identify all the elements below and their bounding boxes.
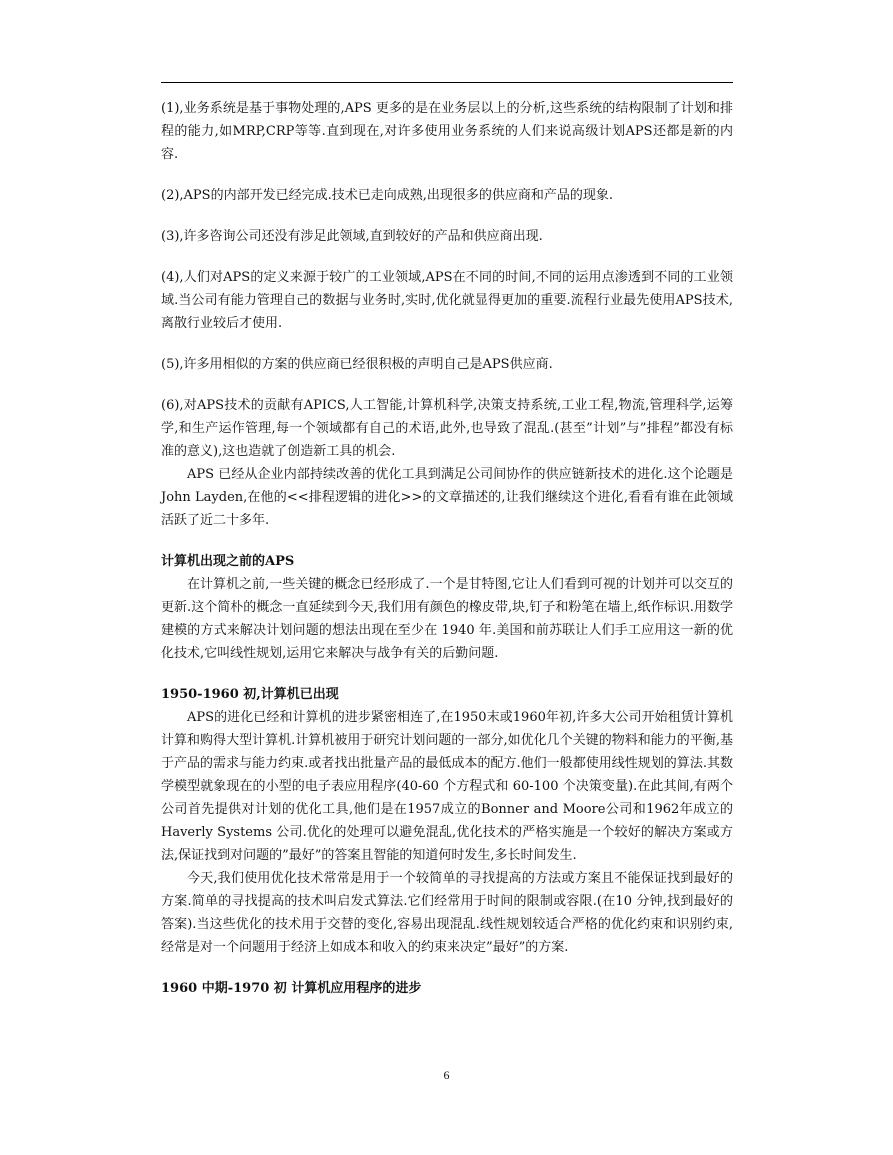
paragraph-4: (4),人们对APS的定义来源于较广的工业领域,APS在不同的时间,不同的运用点渗透到不同的工业领域.当公司有能力管理自己的数据与业务时,实时,优化就显得更加的重要.流程行业最先使用APS技术,离散行业较后才使用. bbox=[161, 270, 733, 331]
paragraph-2: (2),APS的内部开发已经完成.技术已走向成熟,出现很多的供应商和产品的现象. bbox=[161, 188, 613, 203]
section-body-pre-computer: 在计算机之前,一些关键的概念已经形成了.一个是甘特图,它让人们看到可视的计划并可以交互的更新.这个简朴的概念一直延续到今天,我们用有颜色的橡皮带,块,钉子和粉笔在墙上,纸作标识.用数学建模的方式来解决计划问题的想法出现在至少在 1940 年.美国和前苏联让人们手工应用这一新的优化技术,它叫线性规划,运用它来解决与战争有关的后勤问题. bbox=[161, 577, 733, 661]
section-body-1950-1960-b: 今天,我们使用优化技术常常是用于一个较简单的寻找提高的方法或方案且不能保证找到最好的方案.简单的寻找提高的技术叫启发式算法.它们经常用于时间的限制或容限.(在10 分钟,找到最好的答案).当这些优化的技术用于交替的变化,容易出现混乱.线性规划较适合严格的优化约束和识别约束,经常是对一个问题用于经济上如成本和收入的约束来决定”最好”的方案. bbox=[161, 871, 733, 955]
paragraph-6: (6),对APS技术的贡献有APICS,人工智能,计算机科学,决策支持系统,工业工程,物流,管理科学,运筹学,和生产运作管理,每一个领域都有自己的术语,此外,也导致了混乱.(甚至”计划”与”排程”都没有标准的意义),这也造就了创造新工具的机会. bbox=[161, 398, 733, 459]
header-rule bbox=[161, 82, 733, 83]
section-heading-1960-1970: 1960 中期-1970 初 计算机应用程序的进步 bbox=[161, 981, 422, 996]
document-body bbox=[161, 97, 733, 1000]
section-heading-pre-computer: 计算机出现之前的APS bbox=[161, 554, 295, 569]
paragraph-3: (3),许多咨询公司还没有涉足此领域,直到较好的产品和供应商出现. bbox=[161, 229, 543, 244]
page-number: 6 bbox=[443, 1068, 450, 1082]
paragraph-5: (5),许多用相似的方案的供应商已经很积极的声明自己是APS供应商. bbox=[161, 357, 553, 372]
section-heading-1950-1960: 1950-1960 初,计算机已出现 bbox=[161, 687, 339, 702]
paragraph-1: (1),业务系统是基于事物处理的,APS 更多的是在业务层以上的分析,这些系统的结构限制了计划和排程的能力,如MRP,CRP等等.直到现在,对许多使用业务系统的人们来说高级计划APS还都是新的内容. bbox=[161, 101, 733, 162]
section-body-1950-1960-a: APS的进化已经和计算机的进步紧密相连了,在1950末或1960年初,许多大公司开始租赁计算机计算和购得大型计算机.计算机被用于研究计划问题的一部分,如优化几个关键的物料和能力的平衡,基于产品的需求与能力约束.或者找出批量产品的最低成本的配方.他们一般都使用线性规划的算法.其数学模型就象现在的小型的电子表应用程序(40-60 个方程式和 60-100 个决策变量).在此其间,有两个公司首先提供对计划的优化工具,他们是在1957成立的Bonner and Moore公司和1962年成立的Haverly Systems 公司.优化的处理可以避免混乱,优化技术的严格实施是一个较好的解决方案或方法,保证找到对问题的”最好”的答案且智能的知道何时发生,多长时间发生. bbox=[161, 710, 733, 863]
paragraph-7: APS 已经从企业内部持续改善的优化工具到满足公司间协作的供应链新技术的进化.这个论题是 John Layden,在他的<<排程逻辑的进化>>的文章描述的,让我们继续这个进化,看看有谁在此领域活跃了近二十多年. bbox=[161, 467, 733, 528]
